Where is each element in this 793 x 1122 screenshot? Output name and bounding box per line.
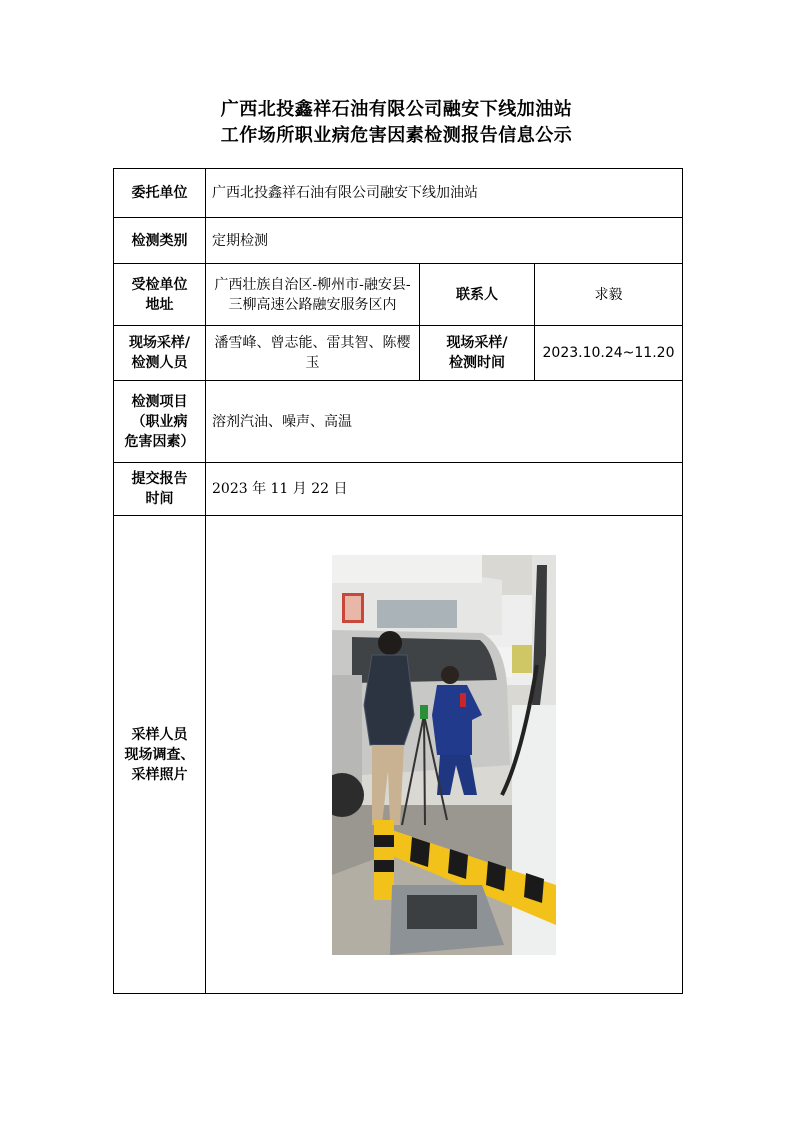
contact-value: 求毅 [535, 264, 683, 326]
staff-value: 潘雪峰、曾志能、雷其智、陈樱玉 [206, 326, 420, 381]
client-value: 广西北投鑫祥石油有限公司融安下线加油站 [206, 169, 683, 218]
staff-label [114, 326, 206, 381]
address-label [114, 264, 206, 326]
info-table [113, 168, 683, 994]
row-client [114, 169, 683, 218]
items-value: 溶剂汽油、噪声、高温 [206, 381, 683, 463]
report-label [114, 463, 206, 516]
sampling-time-label [420, 326, 535, 381]
client-label: 委托单位 [114, 169, 206, 218]
items-label [114, 381, 206, 463]
row-staff [114, 326, 683, 381]
contact-label: 联系人 [420, 264, 535, 326]
photo-cell [206, 516, 683, 994]
page-title-line-2: 工作场所职业病危害因素检测报告信息公示 [220, 125, 573, 146]
row-category [114, 218, 683, 264]
photo-label-line-2: 现场调查、 [124, 746, 195, 763]
sampling-photo-image [332, 555, 556, 955]
photo-label-line-1: 采样人员 [131, 726, 188, 743]
row-address [114, 264, 683, 326]
category-label: 检测类别 [114, 218, 206, 264]
photo-label-line-3: 采样照片 [131, 766, 188, 783]
items-label-line-1: 检测项目 [131, 393, 188, 410]
report-label-line-1: 提交报告 [131, 471, 188, 487]
category-value: 定期检测 [206, 218, 683, 264]
address-label-line-2: 地址 [145, 296, 174, 313]
row-photo [114, 516, 683, 994]
items-label-line-3: 危害因素） [124, 433, 195, 450]
staff-label-line-1: 现场采样/ [128, 335, 191, 351]
report-value: 2023 年 11 月 22 日 [206, 463, 683, 516]
address-value: 广西壮族自治区-柳州市-融安县-三柳高速公路融安服务区内 [206, 264, 420, 326]
row-items [114, 381, 683, 463]
sampling-time-value: 2023.10.24~11.20 [535, 326, 683, 381]
report-label-line-2: 时间 [145, 491, 174, 507]
sampling-time-label-line-1: 现场采样/ [446, 335, 508, 351]
items-label-line-2: （职业病 [131, 413, 188, 430]
sampling-photo [332, 555, 556, 955]
photo-label [114, 516, 206, 994]
staff-label-line-2: 检测人员 [131, 355, 188, 371]
row-report [114, 463, 683, 516]
page-title-line-1: 广西北投鑫祥石油有限公司融安下线加油站 [220, 99, 573, 120]
sampling-time-label-line-2: 检测时间 [449, 355, 505, 371]
address-label-line-1: 受检单位 [131, 276, 188, 293]
